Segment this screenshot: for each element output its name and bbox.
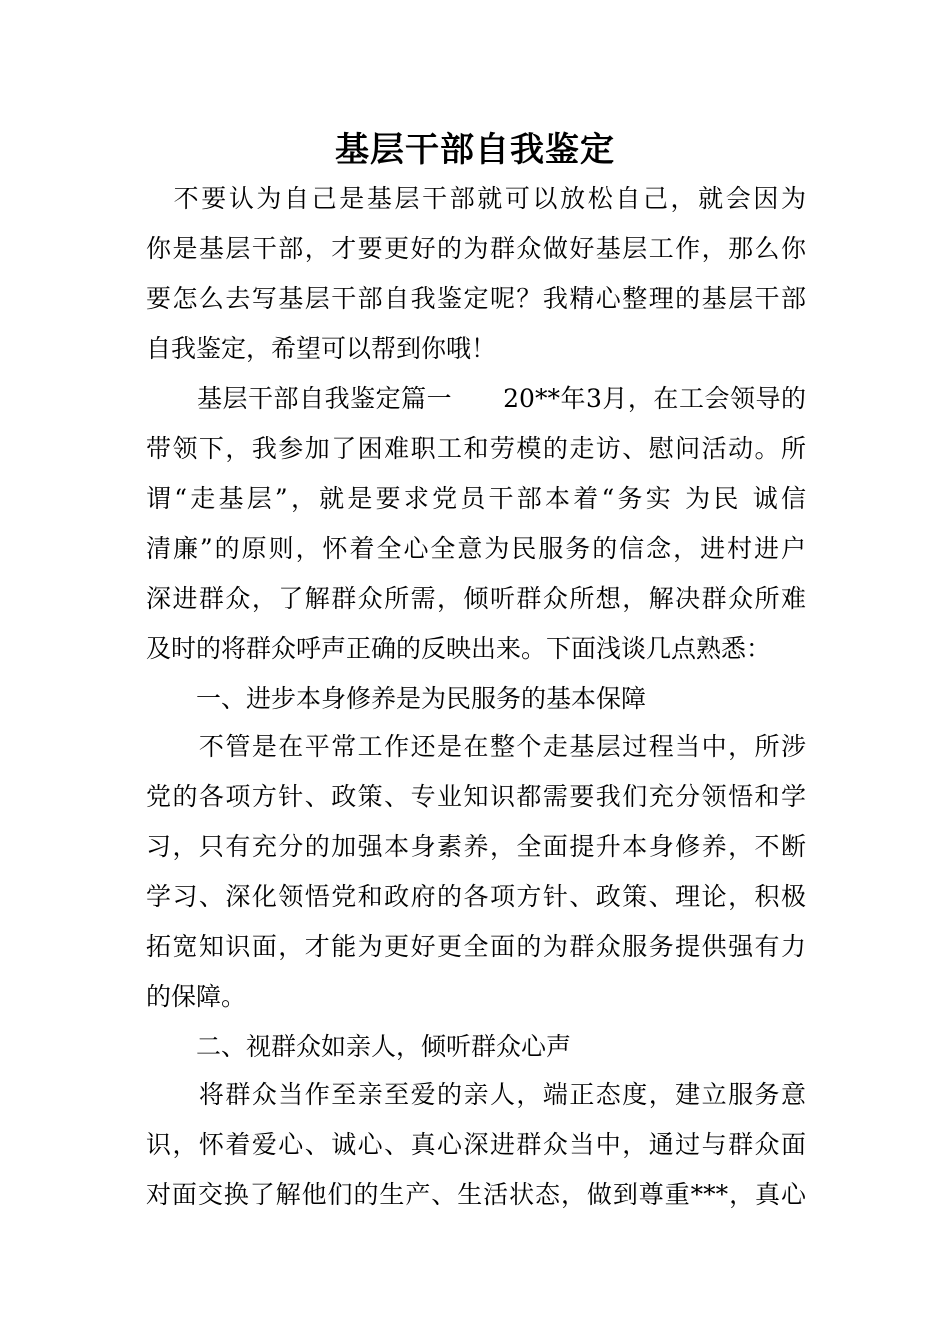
section-heading: 一、进步本身修养是为民服务的基本保障 [146,684,647,713]
paragraph-line: 对面交换了解他们的生产、生活状态，做到尊重***，真心 [146,1180,806,1209]
document-title: 基层干部自我鉴定 [335,130,615,170]
paragraph-line: 谓“走基层”，就是要求党员干部本着“务实 为民 诚信 [146,484,806,513]
paragraph-line: 的保障。 [146,982,247,1011]
paragraph-line: 将群众当作至亲至爱的亲人，端正态度，建立服务意 [146,1080,806,1109]
paragraph-line: 识，怀着爱心、诚心、真心深进群众当中，通过与群众面 [146,1130,806,1159]
paragraph-line: 学习、深化领悟党和政府的各项方针、政策、理论，积极 [146,882,806,911]
paragraph-line: 带领下，我参加了困难职工和劳模的走访、慰问活动。所 [146,434,806,463]
paragraph-line: 习，只有充分的加强本身素养，全面提升本身修养，不断 [146,832,806,861]
paragraph-line: 你是基层干部，才要更好的为群众做好基层工作，那么你 [146,234,806,263]
section-heading: 二、视群众如亲人，倾听群众心声 [146,1032,572,1061]
paragraph-line: 基层干部自我鉴定篇一 20**年3月，在工会领导的 [146,384,806,413]
paragraph-line: 清廉”的原则，怀着全心全意为民服务的信念，进村进户 [146,534,806,563]
paragraph-line: 自我鉴定，希望可以帮到你哦！ [146,334,497,363]
paragraph-line: 及时的将群众呼声正确的反映出来。下面浅谈几点熟悉： [146,634,772,663]
paragraph-line: 拓宽知识面，才能为更好更全面的为群众服务提供强有力 [146,932,806,961]
paragraph-line: 要怎么去写基层干部自我鉴定呢？我精心整理的基层干部 [146,284,806,313]
paragraph-line: 不要认为自己是基层干部就可以放松自己，就会因为 [146,184,806,213]
paragraph-line: 党的各项方针、政策、专业知识都需要我们充分领悟和学 [146,782,806,811]
paragraph-line: 不管是在平常工作还是在整个走基层过程当中，所涉 [146,732,806,761]
paragraph-line: 深进群众，了解群众所需，倾听群众所想，解决群众所难 [146,584,806,613]
